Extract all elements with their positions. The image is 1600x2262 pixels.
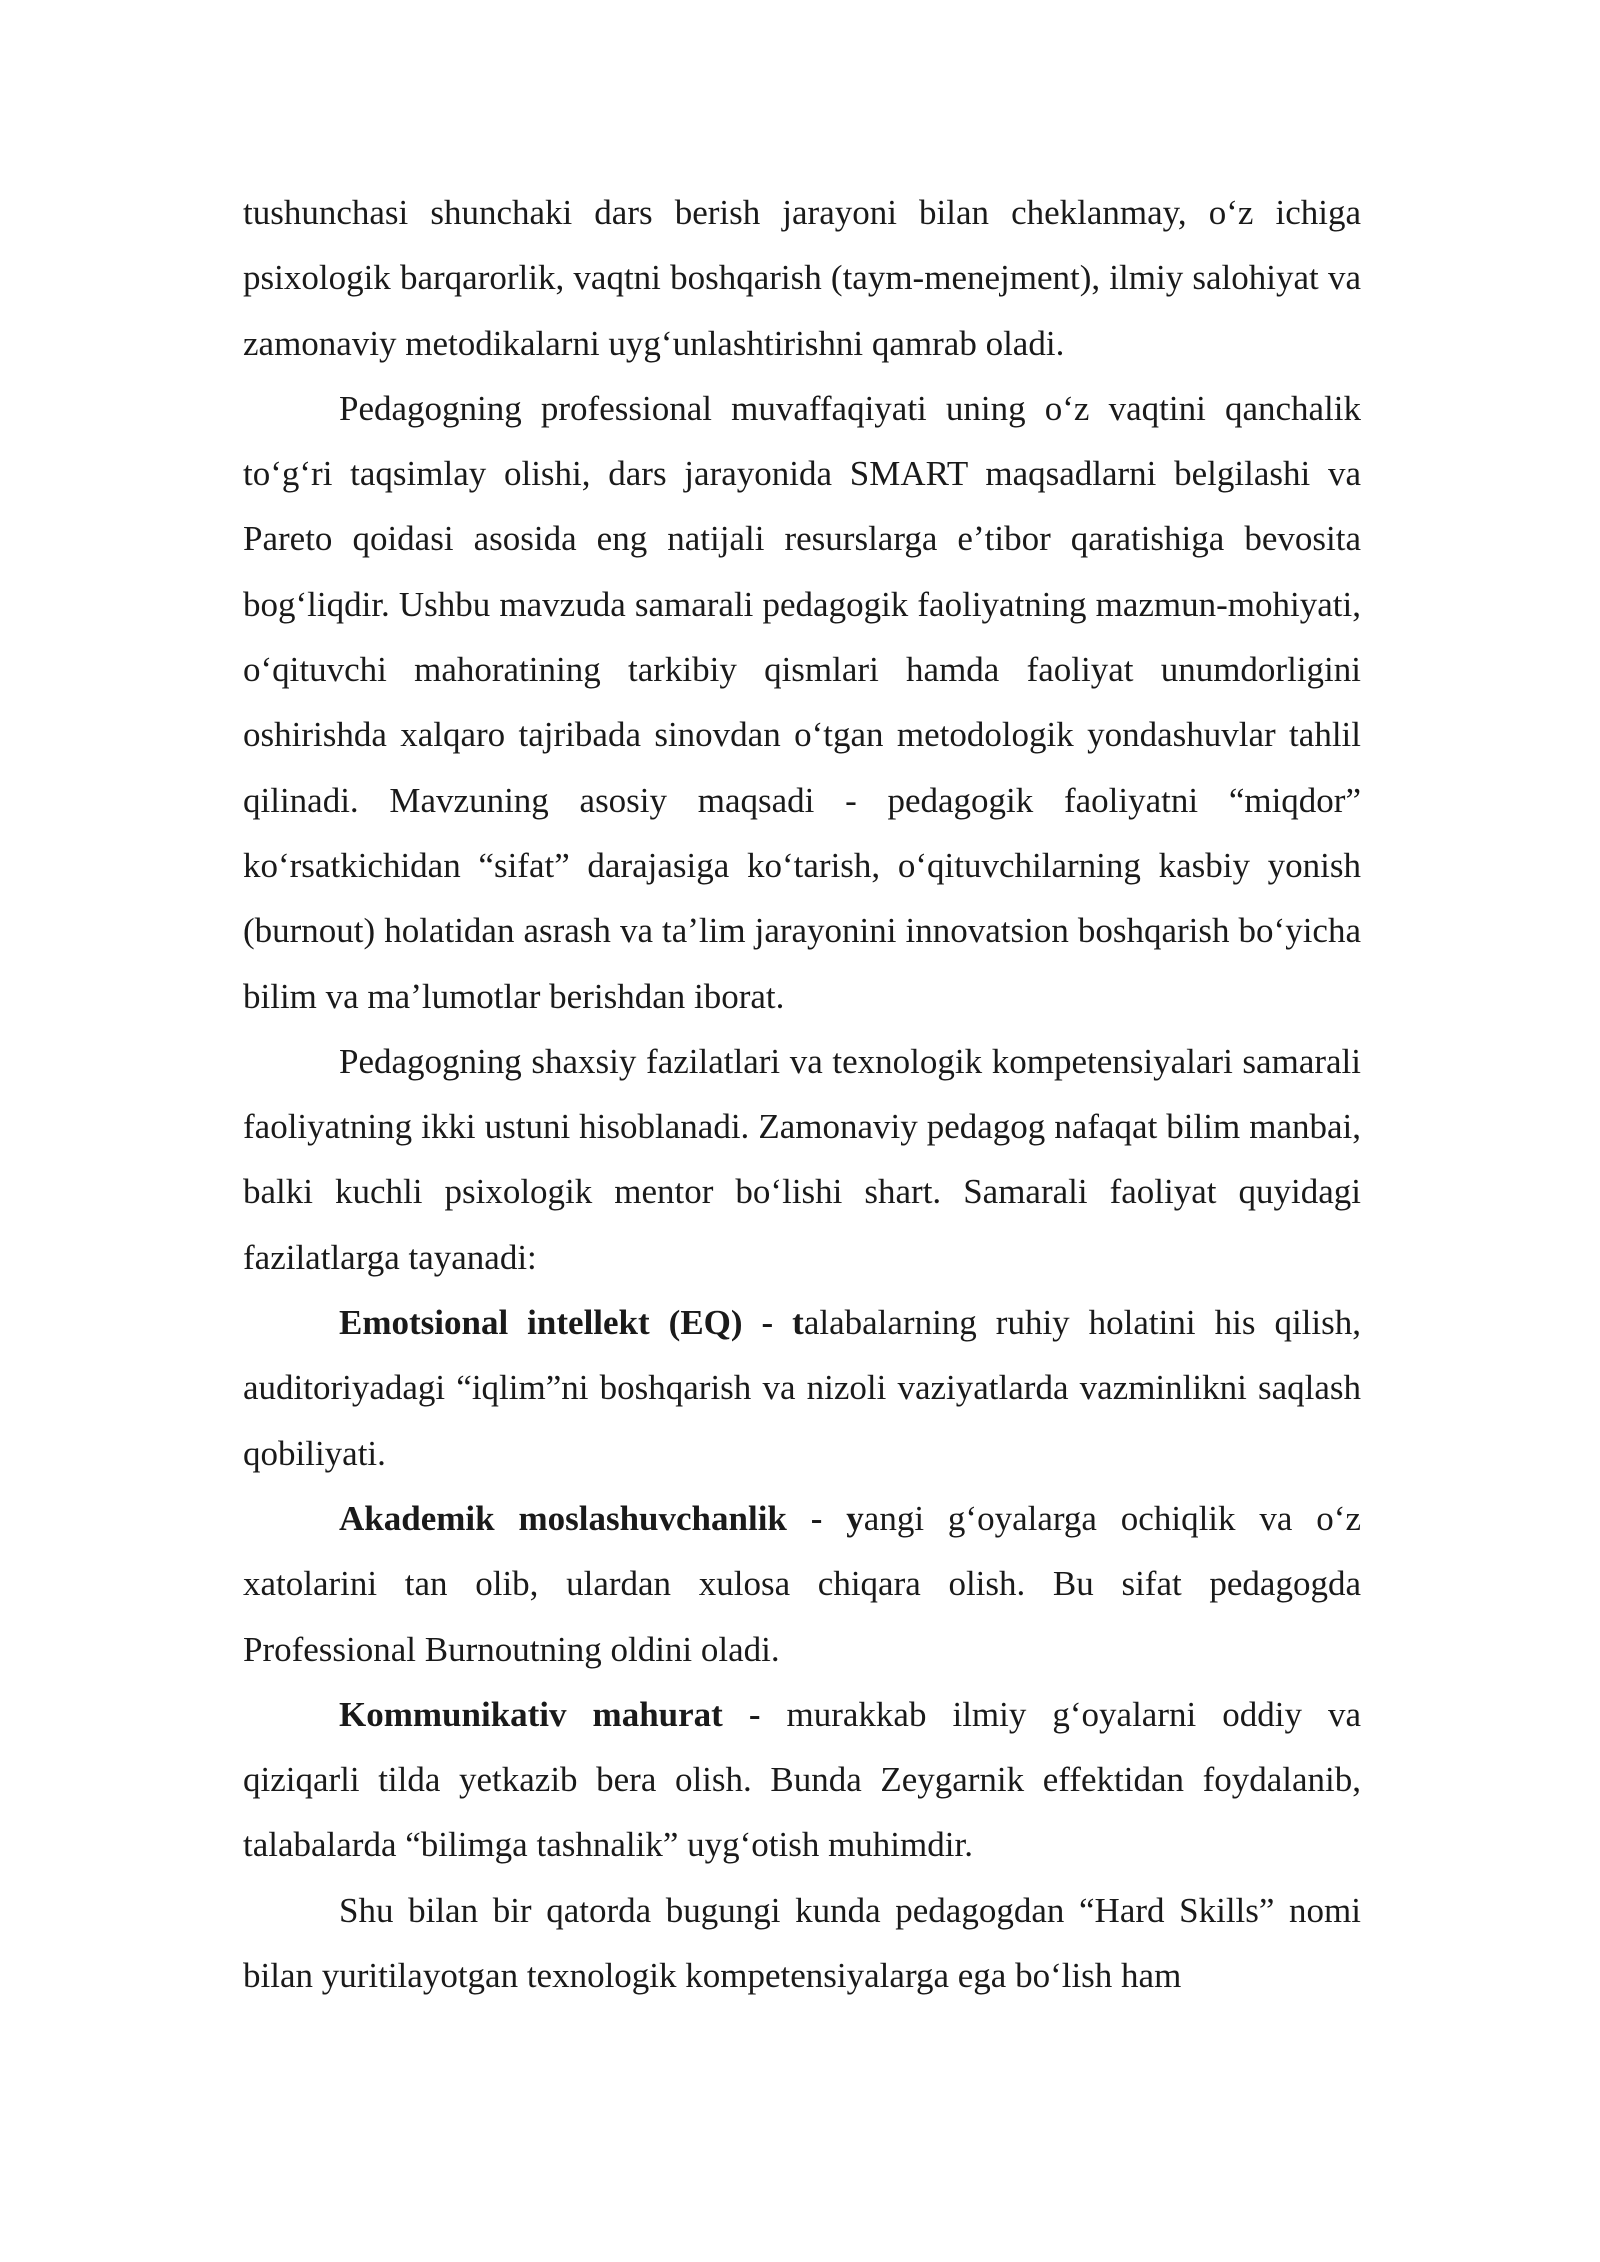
paragraph-intro-continuation: tushunchasi shunchaki dars berish jarayoni bilan cheklanmay, oʻz ichiga psixologik barqarorlik, vaqtni boshqarish (taym-menejment), ilmiy salohiyat va zamonaviy metodikalarni uygʻunlashtirishni qamrab oladi. [243, 193, 1361, 363]
definition-academic-flexibility: angi gʻoyalarga ochiqlik va oʻz xatolarini tan olib, ulardan xulosa chiqara olish. Bu sifat pedagogda Professional Burnoutning oldini oladi. [243, 1498, 1361, 1669]
paragraph-academic-flexibility [243, 1486, 1361, 1682]
term-communicative-skill: Kommunikativ mahurat - [339, 1694, 787, 1734]
document-page [243, 180, 1361, 2008]
term-academic-flexibility: Akademik moslashuvchanlik - y [339, 1498, 864, 1538]
definition-emotional-intelligence: alabalarning ruhiy holatini his qilish, auditoriyadagi “iqlim”ni boshqarish va nizoli vaziyatlarda vazminlikni saqlash qobiliyati. [243, 1303, 1361, 1473]
paragraph-emotional-intelligence [243, 1290, 1361, 1486]
paragraph-personal-qualities: Pedagogning shaxsiy fazilatlari va texnologik kompetensiyalari samarali faoliyatning ikki ustuni hisoblanadi. Zamonaviy pedagog nafaqat bilim manbai, balki kuchli psixologik mentor boʻlishi shart. Samarali faoliyat quyidagi fazilatlarga tayanadi: [243, 1041, 1361, 1277]
definition-communicative-skill: murakkab ilmiy gʻoyalarni oddiy va qiziqarli tilda yetkazib bera olish. Bunda Zeygarnik effektidan foydalanib, talabalarda “bilimga tashnalik” uygʻotish muhimdir. [243, 1694, 1362, 1865]
term-emotional-intelligence: Emotsional intellekt (EQ) - t [339, 1303, 804, 1343]
paragraph-hard-skills: Shu bilan bir qatorda bugungi kunda pedagogdan “Hard Skills” nomi bilan yuritilayotgan texnologik kompetensiyalarga ega boʻlish ham [243, 1890, 1361, 1996]
paragraph-professional-success: Pedagogning professional muvaffaqiyati uning oʻz vaqtini qanchalik toʻgʻri taqsimlay olishi, dars jarayonida SMART maqsadlarni belgilashi va Pareto qoidasi asosida eng natijali resurslarga eʼtibor qaratishiga bevosita bogʻliqdir. Ushbu mavzuda samarali pedagogik faoliyatning mazmun-mohiyati, oʻqituvchi mahoratining tarkibiy qismlari hamda faoliyat unumdorligini oshirishda xalqaro tajribada sinovdan oʻtgan metodologik yondashuvlar tahlil qilinadi. Mavzuning asosiy maqsadi - pedagogik faoliyatni “miqdor” koʻrsatkichidan “sifat” darajasiga koʻtarish, oʻqituvchilarning kasbiy yonish (burnout) holatidan asrash va taʼlim jarayonini innovatsion boshqarish boʻyicha bilim va maʼlumotlar berishdan iborat. [243, 388, 1361, 1016]
paragraph-communicative-skill [243, 1682, 1361, 1878]
